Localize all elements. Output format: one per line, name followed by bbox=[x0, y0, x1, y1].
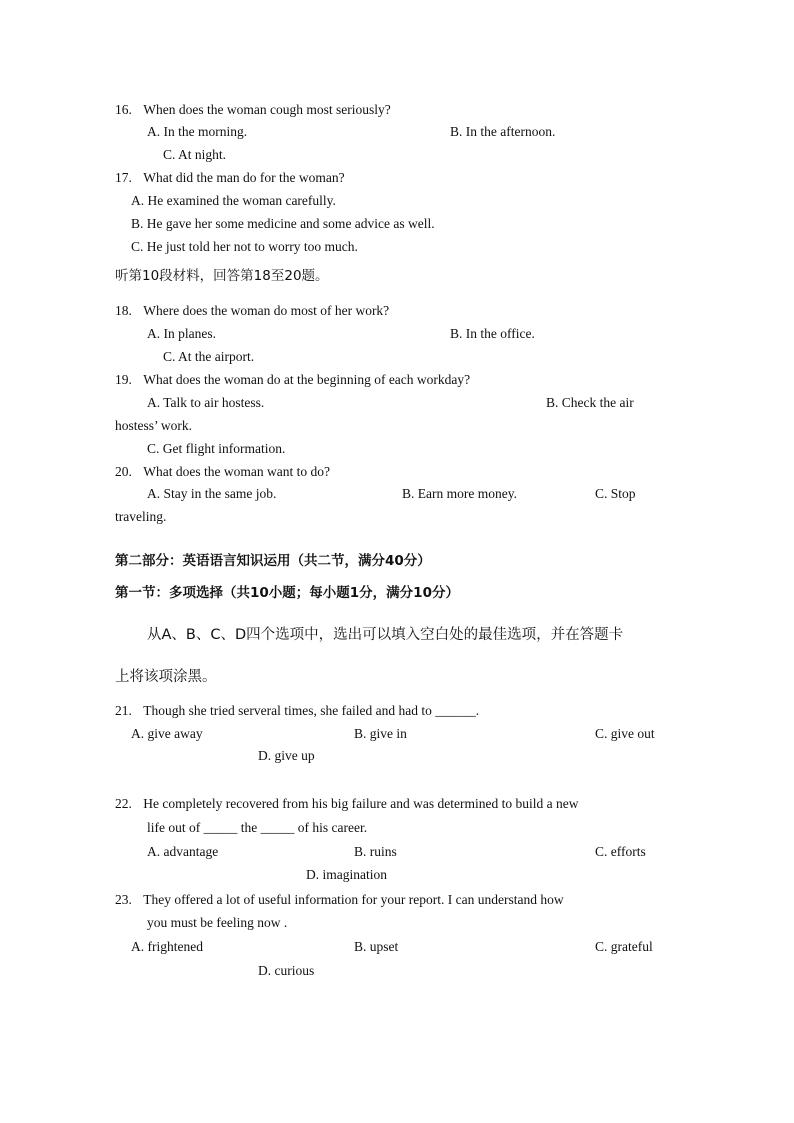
option-c: C. At the airport. bbox=[163, 349, 255, 364]
instruction-line-2: 上将该项涂黑。 bbox=[115, 669, 217, 685]
option-a: A. In planes. bbox=[147, 326, 216, 341]
question-number: 18. bbox=[115, 303, 132, 318]
question-number: 19. bbox=[115, 372, 132, 387]
question-number: 16. bbox=[115, 102, 132, 117]
option-b: B. give in bbox=[354, 726, 407, 741]
section-note: 听第10段材料，回答第18至20题。 bbox=[115, 268, 329, 284]
option-b: B. Earn more money. bbox=[402, 486, 517, 501]
question-number: 17. bbox=[115, 170, 132, 185]
question-text-continued: you must be feeling now . bbox=[147, 915, 288, 930]
question-number: 21. bbox=[115, 703, 132, 718]
option-b: B. ruins bbox=[354, 844, 397, 859]
section-heading: 第一节：多项选择（共10小题；每小题1分，满分10分） bbox=[115, 585, 459, 601]
option-d: D. give up bbox=[258, 748, 315, 763]
option-c-continued: traveling. bbox=[115, 509, 167, 524]
option-b: B. In the afternoon. bbox=[450, 124, 556, 139]
option-b: B. In the office. bbox=[450, 326, 535, 341]
option-d: D. imagination bbox=[306, 867, 387, 882]
option-c: C. efforts bbox=[595, 844, 646, 859]
question-text: What did the man do for the woman? bbox=[143, 170, 345, 185]
option-a: A. give away bbox=[131, 726, 203, 741]
question-21 bbox=[115, 703, 479, 719]
question-17 bbox=[115, 170, 345, 186]
question-number: 20. bbox=[115, 464, 132, 479]
option-b: B. upset bbox=[354, 939, 399, 954]
question-text: What does the woman do at the beginning of each workday? bbox=[143, 372, 471, 387]
option-c: C. grateful bbox=[595, 939, 653, 954]
part-heading: 第二部分：英语语言知识运用（共二节，满分40分） bbox=[115, 553, 431, 569]
question-text: They offered a lot of useful information for your report. I can understand how bbox=[143, 892, 564, 907]
question-20 bbox=[115, 464, 330, 480]
option-a: A. Talk to air hostess. bbox=[147, 395, 265, 410]
question-number: 23. bbox=[115, 892, 132, 907]
question-16 bbox=[115, 102, 391, 118]
question-19 bbox=[115, 372, 470, 388]
question-text: When does the woman cough most seriously? bbox=[143, 102, 391, 117]
question-text: He completely recovered from his big failure and was determined to build a new bbox=[143, 796, 579, 811]
question-text: Where does the woman do most of her work? bbox=[143, 303, 390, 318]
option-c: C. He just told her not to worry too much. bbox=[131, 239, 358, 254]
option-c: C. give out bbox=[595, 726, 655, 741]
option-b: B. Check the air bbox=[546, 395, 634, 410]
question-number: 22. bbox=[115, 796, 132, 811]
question-text-continued: life out of _____ the _____ of his career. bbox=[147, 820, 368, 835]
option-d: D. curious bbox=[258, 963, 315, 978]
option-a: A. frightened bbox=[131, 939, 203, 954]
instruction-line-1: 从A、B、C、D四个选项中，选出可以填入空白处的最佳选项，并在答题卡 bbox=[147, 627, 624, 643]
question-18 bbox=[115, 303, 389, 319]
question-text: What does the woman want to do? bbox=[143, 464, 330, 479]
option-a: A. advantage bbox=[147, 844, 219, 859]
option-a: A. Stay in the same job. bbox=[147, 486, 277, 501]
option-a: A. In the morning. bbox=[147, 124, 248, 139]
option-b-continued: hostess’ work. bbox=[115, 418, 192, 433]
option-c: C. At night. bbox=[163, 147, 227, 162]
option-a: A. He examined the woman carefully. bbox=[131, 193, 336, 208]
option-c: C. Stop bbox=[595, 486, 636, 501]
question-text: Though she tried serveral times, she failed and had to ______. bbox=[143, 703, 480, 718]
question-22 bbox=[115, 796, 578, 812]
option-b: B. He gave her some medicine and some advice as well. bbox=[131, 216, 435, 231]
option-c: C. Get flight information. bbox=[147, 441, 286, 456]
question-23 bbox=[115, 892, 564, 908]
